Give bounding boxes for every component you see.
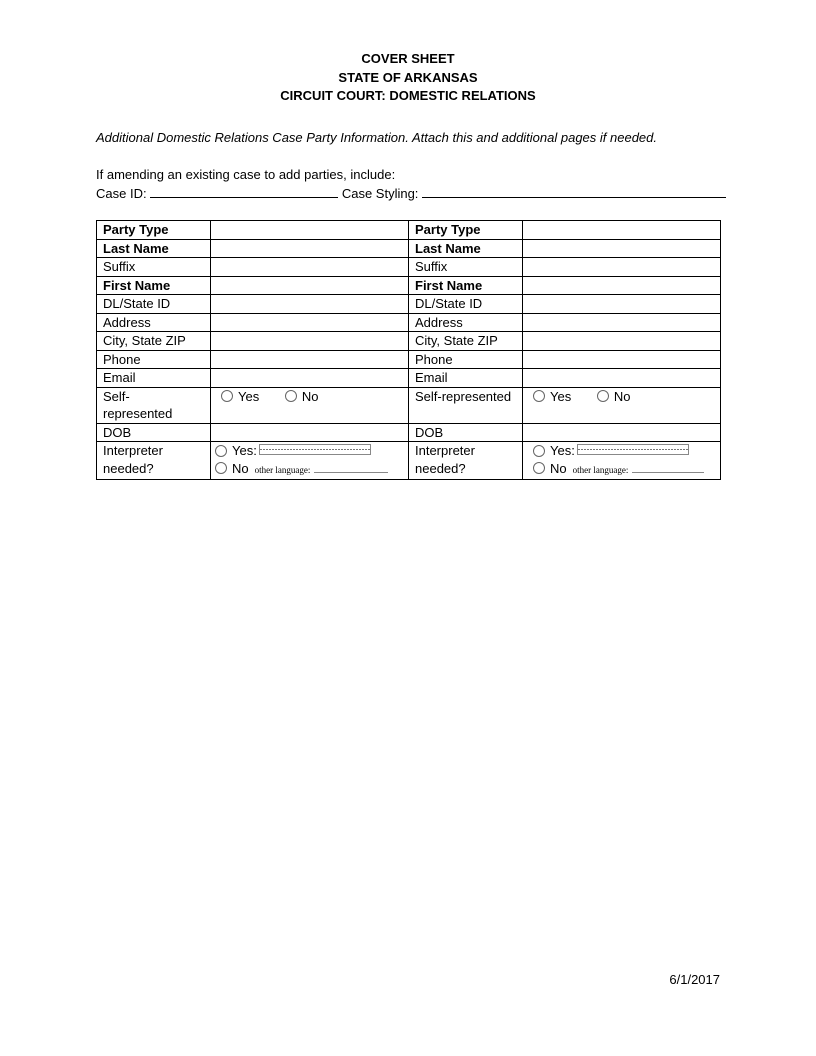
- phone-field-left[interactable]: [211, 350, 409, 369]
- table-row: [97, 221, 721, 240]
- radio-icon[interactable]: [221, 390, 233, 402]
- radio-icon[interactable]: [533, 390, 545, 402]
- radio-icon[interactable]: [533, 462, 545, 474]
- self-represented-line1: Self-: [103, 388, 130, 404]
- interpreter-line1: Interpreter: [103, 443, 163, 458]
- case-id-field[interactable]: [150, 184, 338, 198]
- party-table: [96, 220, 721, 480]
- other-language-field-left[interactable]: [314, 466, 388, 473]
- no-label: No: [301, 388, 319, 404]
- dl-state-id-label-left: DL/State ID: [97, 295, 211, 314]
- last-name-label-right: Last Name: [409, 239, 523, 258]
- dob-field-left[interactable]: [211, 423, 409, 442]
- yes-label: Yes: [550, 388, 572, 404]
- no-label: No: [550, 460, 567, 476]
- email-field-right[interactable]: [523, 369, 721, 388]
- table-row: [97, 258, 721, 277]
- self-represented-no-left[interactable]: [285, 388, 319, 406]
- radio-icon[interactable]: [285, 390, 297, 402]
- table-row: [97, 423, 721, 442]
- last-name-field-left[interactable]: [211, 239, 409, 258]
- address-label-right: Address: [409, 313, 523, 332]
- table-row: [97, 239, 721, 258]
- suffix-field-left[interactable]: [211, 258, 409, 277]
- interpreter-line2: needed?: [415, 460, 466, 476]
- yes-colon-label: Yes:: [550, 443, 575, 458]
- self-represented-no-right[interactable]: [597, 388, 631, 406]
- interpreter-no-left[interactable]: [215, 460, 408, 480]
- other-language-label: other language:: [572, 464, 629, 475]
- no-label: No: [613, 388, 631, 404]
- interpreter-line2: needed?: [103, 460, 154, 476]
- yes-label: Yes: [238, 388, 260, 404]
- email-label-left: Email: [97, 369, 211, 388]
- dob-field-right[interactable]: [523, 423, 721, 442]
- radio-icon[interactable]: [215, 445, 227, 457]
- party-type-label-left: Party Type: [97, 221, 211, 240]
- suffix-label-right: Suffix: [409, 258, 523, 277]
- self-represented-line2: represented: [103, 406, 173, 421]
- dob-label-left: DOB: [97, 423, 211, 442]
- interpreter-yes-right[interactable]: [533, 442, 720, 460]
- first-name-label-right: First Name: [409, 276, 523, 295]
- phone-label-left: Phone: [97, 350, 211, 369]
- title-court: CIRCUIT COURT: DOMESTIC RELATIONS: [280, 88, 536, 103]
- case-styling-label: Case Styling:: [341, 186, 419, 201]
- first-name-field-left[interactable]: [211, 276, 409, 295]
- title-cover-sheet: COVER SHEET: [361, 51, 455, 66]
- city-state-zip-label-left: City, State ZIP: [97, 332, 211, 351]
- self-represented-label-left: [97, 387, 211, 423]
- no-label: No: [232, 460, 249, 476]
- table-row: [97, 332, 721, 351]
- email-label-right: Email: [409, 369, 523, 388]
- suffix-field-right[interactable]: [523, 258, 721, 277]
- header-titles: [0, 50, 816, 106]
- interpreter-no-right[interactable]: [533, 460, 720, 480]
- phone-field-right[interactable]: [523, 350, 721, 369]
- address-label-left: Address: [97, 313, 211, 332]
- table-row: [97, 350, 721, 369]
- first-name-field-right[interactable]: [523, 276, 721, 295]
- address-field-left[interactable]: [211, 313, 409, 332]
- dl-state-id-field-left[interactable]: [211, 295, 409, 314]
- last-name-label-left: Last Name: [97, 239, 211, 258]
- city-state-zip-field-right[interactable]: [523, 332, 721, 351]
- interpreter-label-right: [409, 442, 523, 480]
- phone-label-right: Phone: [409, 350, 523, 369]
- self-represented-label-right: Self-represented: [409, 387, 523, 423]
- case-styling-field[interactable]: [422, 184, 726, 198]
- dob-label-right: DOB: [409, 423, 523, 442]
- table-row: [97, 276, 721, 295]
- interpreter-yes-text-field-right[interactable]: [577, 444, 689, 455]
- self-represented-options-left: [211, 387, 409, 423]
- interpreter-line1: Interpreter: [415, 443, 475, 458]
- self-represented-yes-right[interactable]: [533, 388, 571, 406]
- interpreter-yes-left[interactable]: [215, 442, 408, 460]
- party-type-field-left[interactable]: [211, 221, 409, 240]
- first-name-label-left: First Name: [97, 276, 211, 295]
- self-represented-options-right: [523, 387, 721, 423]
- table-row: [97, 442, 721, 480]
- interpreter-options-right: [523, 442, 721, 480]
- other-language-field-right[interactable]: [632, 466, 704, 473]
- city-state-zip-field-left[interactable]: [211, 332, 409, 351]
- address-field-right[interactable]: [523, 313, 721, 332]
- self-represented-yes-left[interactable]: [221, 388, 259, 406]
- city-state-zip-label-right: City, State ZIP: [409, 332, 523, 351]
- interpreter-options-left: [211, 442, 409, 480]
- party-type-field-right[interactable]: [523, 221, 721, 240]
- suffix-label-left: Suffix: [97, 258, 211, 277]
- other-language-label: other language:: [254, 464, 311, 475]
- last-name-field-right[interactable]: [523, 239, 721, 258]
- radio-icon[interactable]: [597, 390, 609, 402]
- table-row: [97, 295, 721, 314]
- email-field-left[interactable]: [211, 369, 409, 388]
- dl-state-id-label-right: DL/State ID: [409, 295, 523, 314]
- yes-colon-label: Yes:: [232, 443, 257, 458]
- party-type-label-right: Party Type: [409, 221, 523, 240]
- radio-icon[interactable]: [215, 462, 227, 474]
- case-id-label: Case ID:: [96, 186, 147, 201]
- table-row: [97, 387, 721, 423]
- radio-icon[interactable]: [533, 445, 545, 457]
- title-state: STATE OF ARKANSAS: [338, 69, 478, 85]
- interpreter-yes-text-field-left[interactable]: [259, 444, 371, 455]
- table-row: [97, 313, 721, 332]
- interpreter-label-left: [97, 442, 211, 480]
- footer-date: 6/1/2017: [669, 972, 720, 987]
- case-line: [96, 184, 726, 203]
- table-row: [97, 369, 721, 388]
- dl-state-id-field-right[interactable]: [523, 295, 721, 314]
- amend-text: If amending an existing case to add parties, include:: [96, 167, 396, 182]
- instructions-text: Additional Domestic Relations Case Party Information. Attach this and additional pages if needed.: [96, 130, 658, 145]
